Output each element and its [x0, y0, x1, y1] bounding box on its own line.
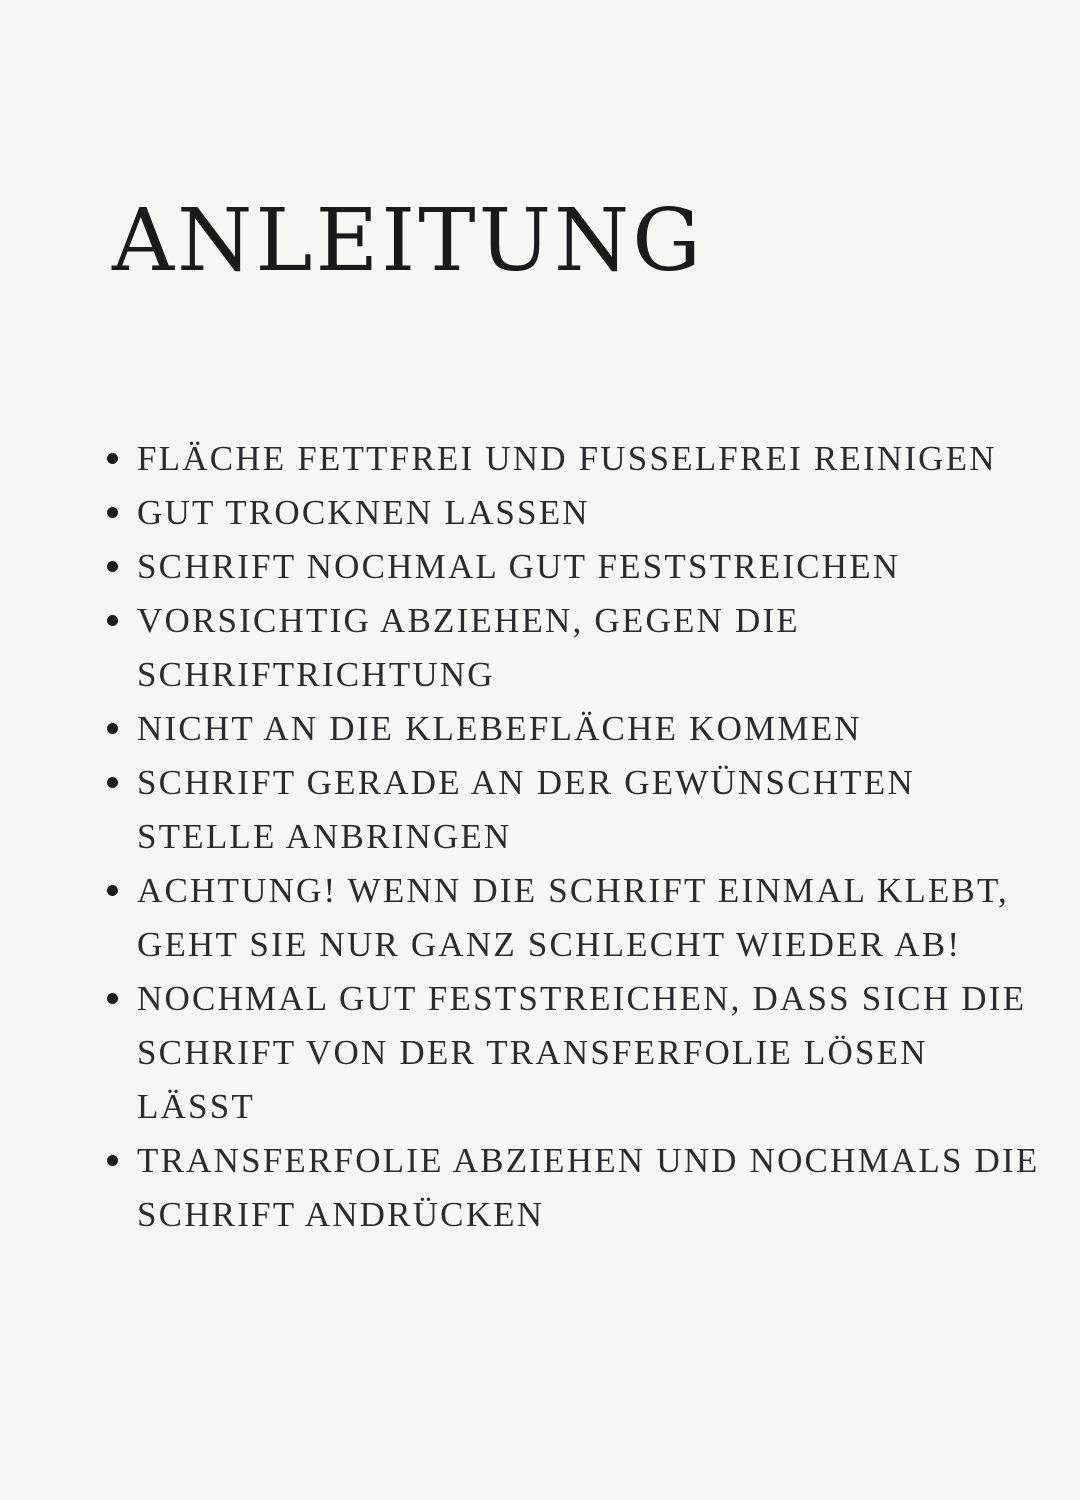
step-text: NICHT AN DIE KLEBEFLÄCHE KOMMEN: [137, 709, 862, 748]
step-text: SCHRIFT NOCHMAL GUT FESTSTREICHEN: [137, 547, 901, 586]
bullet-dot-icon: [107, 777, 118, 788]
list-item: [102, 864, 1042, 972]
step-text: VORSICHTIG ABZIEHEN, GEGEN DIE SCHRIFTRICHTUNG: [137, 601, 800, 694]
instruction-list: [102, 432, 1042, 1242]
list-item: [102, 702, 1042, 756]
step-text: NOCHMAL GUT FESTSTREICHEN, DASS SICH DIE SCHRIFT VON DER TRANSFERFOLIE LÖSEN LÄSST: [137, 979, 1027, 1126]
bullet-dot-icon: [107, 561, 118, 572]
list-item: [102, 486, 1042, 540]
bullet-dot-icon: [107, 723, 118, 734]
page-title: ANLEITUNG: [112, 191, 705, 291]
list-item: [102, 432, 1042, 486]
bullet-dot-icon: [107, 885, 118, 896]
bullet-dot-icon: [107, 993, 118, 1004]
list-item: [102, 1134, 1042, 1242]
list-item: [102, 540, 1042, 594]
bullet-dot-icon: [107, 1155, 118, 1166]
bullet-dot-icon: [107, 453, 118, 464]
bullet-dot-icon: [107, 507, 118, 518]
list-item: [102, 756, 1042, 864]
step-text: ACHTUNG! WENN DIE SCHRIFT EINMAL KLEBT, GEHT SIE NUR GANZ SCHLECHT WIEDER AB!: [137, 871, 1009, 964]
step-text: GUT TROCKNEN LASSEN: [137, 493, 590, 532]
step-text: SCHRIFT GERADE AN DER GEWÜNSCHTEN STELLE ANBRINGEN: [137, 763, 915, 856]
step-text: TRANSFERFOLIE ABZIEHEN UND NOCHMALS DIE SCHRIFT ANDRÜCKEN: [137, 1141, 1040, 1234]
list-item: [102, 594, 1042, 702]
bullet-dot-icon: [107, 615, 118, 626]
step-text: FLÄCHE FETTFREI UND FUSSELFREI REINIGEN: [137, 439, 997, 478]
list-item: [102, 972, 1042, 1134]
